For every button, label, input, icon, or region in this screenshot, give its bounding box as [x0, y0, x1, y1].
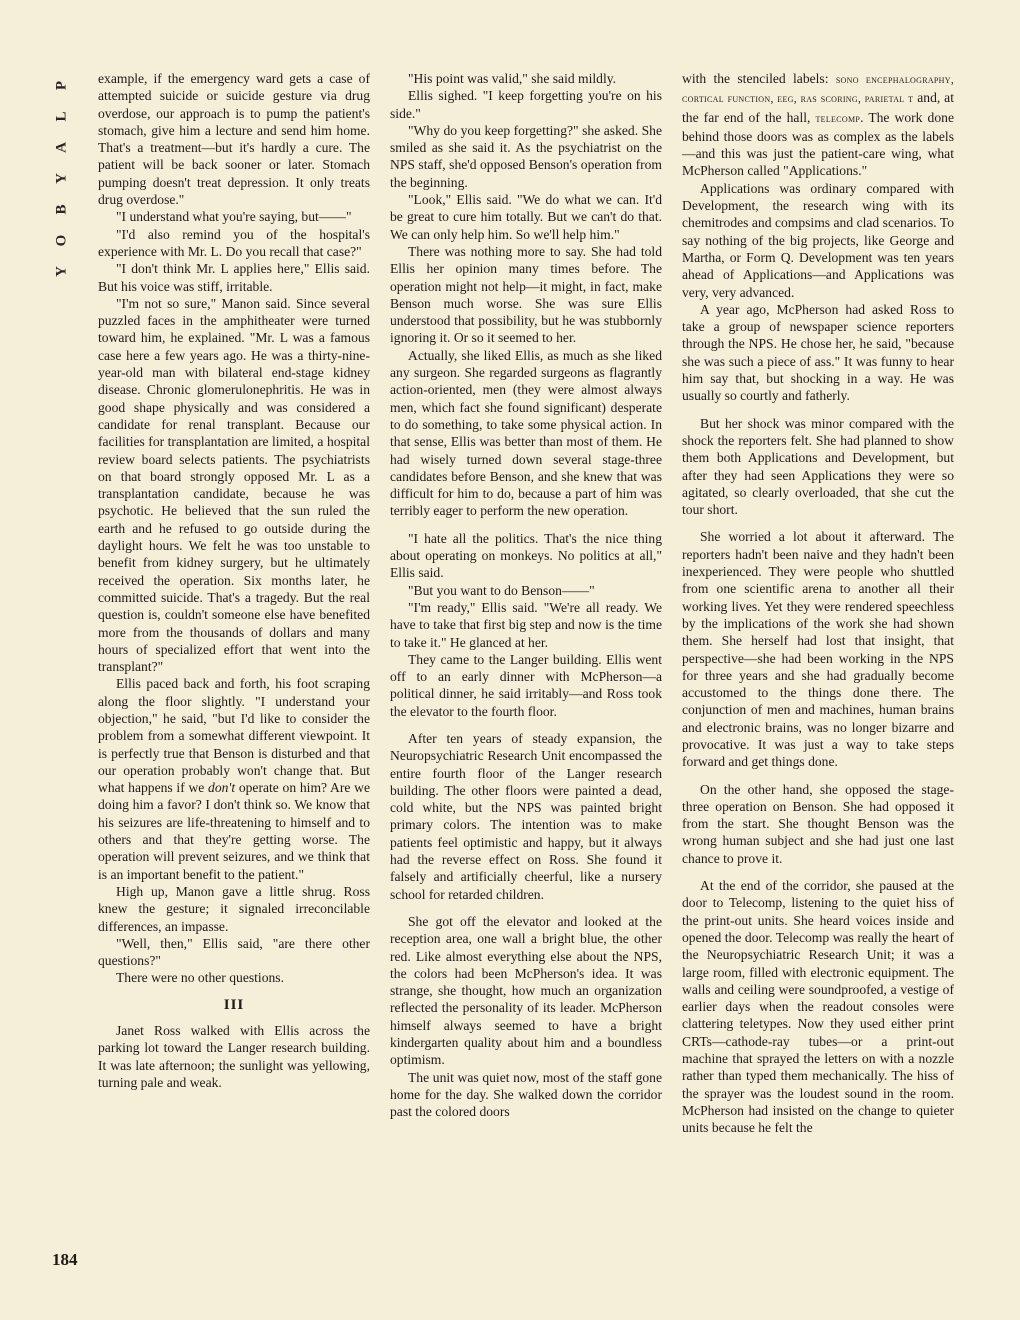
paragraph: "I'd also remind you of the hospital's experience with Mr. L. Do you recall that case?"	[98, 226, 370, 259]
paragraph-text: and, at the far end of the hall,	[682, 90, 954, 125]
paragraph: "Why do you keep forgetting?" she asked. She smiled as she said it. As the psychiatrist on the NPS staff, she'd opposed Benson's operation from the beginning.	[390, 122, 662, 190]
brand-letter: L	[53, 111, 70, 122]
paragraph-text: with the stenciled labels:	[682, 71, 836, 86]
brand-letter: Y	[53, 266, 70, 277]
paragraph: After ten years of steady expansion, the Neuropsychiatric Research Unit encompassed the entire fourth floor of the Langer research building. The other floors were painted a dead, cold white, but the NPS was painted bright primary colors. The intention was to make patients feel optimistic and happy, but it always had the reverse effect on Ross. She found it falsely and artificially cheerful, like a nursery school for retarded children.	[390, 730, 662, 902]
paragraph: But her shock was minor compared with the shock the reporters felt. She had planned to show them both Applications and Development, but after they had seen Applications they were so agitated, so clearly overloaded, that she cut the tour short.	[682, 415, 954, 518]
text-column-1	[98, 70, 370, 1091]
paragraph: Ellis sighed. "I keep forgetting you're on his side."	[390, 88, 662, 121]
paragraph: High up, Manon gave a little shrug. Ross knew the gesture; it signaled irreconcilable differences, an impasse.	[98, 883, 370, 934]
paragraph: "I understand what you're saying, but——"	[116, 209, 352, 225]
text-column-2	[390, 70, 662, 1121]
paragraph: "I hate all the politics. That's the nice thing about operating on monkeys. No politics at all," Ellis said.	[390, 530, 662, 581]
paragraph-text: operate on him? Are we doing him a favor? I don't think so. We know that his seizures are life-threatening to himself and to others and that they're getting worse. The operation will prevent seizures, and we think that is an important benefit to the patient."	[98, 780, 370, 882]
brand-letter: O	[53, 234, 70, 247]
paragraph: At the end of the corridor, she paused at the door to Telecomp, listening to the quiet hiss of the print-out units. She heard voices inside and opened the door. Telecomp was really the heart of the Neuropsychiatric Research Unit; it was a large room, filled with electronic equipment. The walls and ceiling were soundproofed, a vestige of earlier days when the readout consoles were clattering teletypes. Now they used either print CRTs—cathode-ray tubes—or a print-out machine that sprayed the letters on with a nozzle rather than typed them mechanically. The hiss of the sprayer was the loudest sound in the room. McPherson had insisted on the change to quieter units because he felt the	[682, 878, 954, 1136]
paragraph	[682, 70, 954, 180]
brand-letter: B	[53, 204, 70, 215]
paragraph: example, if the emergency ward gets a case of attempted suicide or suicide gesture via drug overdose, our approach is to pump the patient's stomach, give him a lecture and send him home. That's a treatment—but it's hardly a cure. The patient will be back sooner or later. Stomach pumping doesn't treat depression. It only treats drug overdose."	[98, 71, 370, 208]
paragraph: "I don't think Mr. L applies here," Ellis said. But his voice was stiff, irritable.	[98, 261, 370, 294]
paragraph: "But you want to do Benson——"	[408, 582, 595, 598]
brand-letter: Y	[53, 173, 70, 184]
brand-letter: A	[53, 142, 70, 153]
door-labels: sono encephalography, cortical function, eeg, ras scoring, parietal t	[682, 74, 955, 106]
paragraph: "I'm ready," Ellis said. "We're all ready. We have to take that first big step and now is the time to take it." He glanced at her.	[390, 599, 662, 650]
paragraph: A year ago, McPherson had asked Ross to take a group of newspaper science reporters through the NPS. He chose her, he said, "because she was such a piece of ass." It was funny to hear him say that, but shocking in a way. He was usually so courtly and fatherly.	[682, 301, 954, 404]
paragraph	[98, 675, 370, 883]
paragraph: Janet Ross walked with Ellis across the parking lot toward the Langer research building. It was late afternoon; the sunlight was yellowing, turning pale and weak.	[98, 1023, 370, 1090]
paragraph-text: . The work done behind those doors was as complex as the labels—and this was just the patient-care wing, what McPherson called "Applications."	[682, 109, 954, 179]
section-heading: III	[223, 996, 245, 1013]
paragraph: She got off the elevator and looked at the reception area, one wall a bright blue, the other red. Like almost everything else about the NPS, the colors had been McPherson's idea. It was strange, she thought, how much an organization reflected the personality of its leader. McPherson himself always seemed to have a bright kindergarten quality about him and a boundless optimism.	[390, 913, 662, 1068]
door-label: telecomp	[815, 112, 861, 125]
paragraph: She worried a lot about it afterward. The reporters hadn't been naive and they hadn't been inexperienced. They were people who shuttled from one scientific arena to another all their working lives. Yet they were rendered speechless by the implications of the work she had shown them. She herself had lost that insight, that perspective—she had been working in the NPS for three years and she had gradually become accustomed to the things done there. The conjunction of men and machines, human brains and electronic brains, was no longer bizarre and provocative. It was just a way to take steps forward and get things done.	[682, 529, 954, 770]
magazine-name	[50, 70, 74, 287]
paragraph: There was nothing more to say. She had told Ellis her opinion many times before. The operation might not help—it might, in fact, make Benson much worse. She was sure Ellis understood that possibility, but he was stubbornly ignoring it. Or so it seemed to her.	[390, 243, 662, 346]
paragraph: The unit was quiet now, most of the staff gone home for the day. She walked down the corridor past the colored doors	[390, 1069, 662, 1120]
paragraph: Actually, she liked Ellis, as much as she liked any surgeon. She regarded surgeons as flagrantly action-oriented, men (they were almost always men, which fact she found significant) desperate to do something, to take some physical action. In that sense, Ellis was better than most of them. He had wisely turned down several stage-three candidates before Benson, and she knew that was difficult for him to do, because a part of him was terribly eager to perform the new operation.	[390, 347, 662, 519]
paragraph: "I'm not so sure," Manon said. Since several puzzled faces in the amphitheater were turned toward him, he explained. "Mr. L was a famous case here a few years ago. He was a thirty-nine-year-old man with bilateral end-stage kidney disease. Chronic glomerulonephritis. He was in good shape physically and was considered a candidate for renal transplant. Because our facilities for transplantation are limited, a hospital review board selects patients. The psychiatrists on that board strongly opposed Mr. L as a transplantation candidate, because he was psychotic. He believed that the sun ruled the earth and he refused to go outside during the daylight hours. We felt he was too unstable to benefit from kidney surgery, but he ultimately received the operation. Six months later, he committed suicide. That's a tragedy. But the real question is, couldn't someone else have benefited more from the thousands of dollars and many hours of specialized effort that went into the transplant?"	[98, 295, 370, 675]
emphasis: don't	[208, 780, 236, 796]
paragraph: "Well, then," Ellis said, "are there other questions?"	[98, 935, 370, 969]
paragraph: "Look," Ellis said. "We do what we can. It'd be great to cure him totally. But we can't do that. We can only help him. So we'll help him."	[390, 192, 662, 242]
paragraph: There were no other questions.	[116, 970, 284, 986]
paragraph: Applications was ordinary compared with Development, the research wing with its chemitrodes and compsims and clad scenarios. To say nothing of the big projects, like George and Martha, or Form Q. Development was ten years ahead of Applications—and Applications was very, very advanced.	[682, 180, 954, 300]
text-column-3	[682, 70, 954, 1137]
paragraph-text: Ellis paced back and forth, his foot scraping along the floor slightly. "I understand your objection," he said, "but I'd like to consider the problem from a somewhat different viewpoint. It is perfectly true that Benson is disturbed and that our operation probably won't change that. But what happens if we	[98, 676, 370, 796]
paragraph: They came to the Langer building. Ellis went off to an early dinner with McPherson—a political dinner, he said irritably—and Ross took the elevator to the fourth floor.	[390, 651, 662, 719]
page-number: 184	[52, 1250, 78, 1269]
brand-letter: P	[53, 80, 70, 91]
paragraph: "His point was valid," she said mildly.	[408, 71, 617, 86]
paragraph: On the other hand, she opposed the stage-three operation on Benson. She had opposed it from the start. She thought Benson was the wrong human subject and she had just one last chance to prove it.	[682, 781, 954, 866]
